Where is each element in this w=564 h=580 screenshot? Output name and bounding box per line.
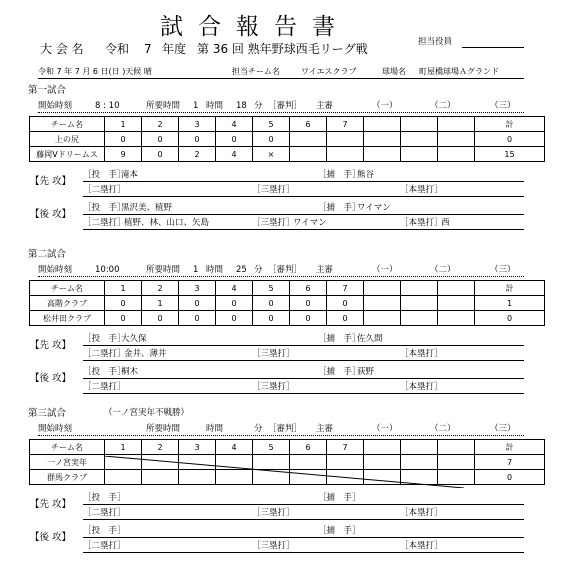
double-label: ［二塁打］ <box>83 349 126 359</box>
homer-label: ［本塁打］ <box>400 508 443 518</box>
umpire-2: （二） <box>430 265 456 275</box>
score-cell: 0 <box>253 132 290 147</box>
second-attack-label: 【後 攻】 <box>30 209 72 220</box>
forfeit-strike <box>104 456 464 488</box>
first-attack-label: 【先 攻】 <box>30 340 72 351</box>
pitcher-line <box>83 504 524 505</box>
triple-label: ［三塁打］ <box>252 185 295 195</box>
pitcher-line <box>83 378 524 379</box>
game-heading: 第三試合 <box>28 408 67 419</box>
start-label: 開始時刻 <box>38 424 73 434</box>
hits-line <box>83 393 524 394</box>
table-row <box>30 311 545 326</box>
pitcher-label: ［投 手］ <box>83 334 126 344</box>
total-cell: 7 <box>475 455 545 470</box>
score-cell <box>364 147 401 162</box>
pitcher-label: ［投 手］ <box>83 526 126 536</box>
inning-header: 1 <box>105 117 142 132</box>
inning-header: 5 <box>253 117 290 132</box>
umpire-label: ［審判］ <box>268 101 303 111</box>
inning-header: 2 <box>142 281 179 296</box>
ground-label: 球場名 <box>382 67 406 76</box>
triple-value: ワイマン <box>293 218 327 228</box>
total-cell: 0 <box>475 470 545 485</box>
pitcher-label: ［投 手］ <box>83 203 126 213</box>
umpire-2: （二） <box>430 101 456 111</box>
meeting-name-label: 大 会 名 <box>40 42 84 56</box>
double-label: ［二塁打］ <box>83 218 126 228</box>
inning-header: 7 <box>327 440 364 455</box>
score-cell <box>364 311 401 326</box>
team-name-cell: 高階クラブ <box>30 296 105 311</box>
supervisor-line <box>462 47 524 48</box>
pitcher-line <box>83 345 524 346</box>
score-cell: 9 <box>105 147 142 162</box>
duration-label: 所要時間 <box>146 265 181 275</box>
chief-umpire: 主審 <box>316 265 334 275</box>
umpire-3: （三） <box>490 424 516 434</box>
triple-label: ［三塁打］ <box>252 218 295 228</box>
score-cell <box>364 296 401 311</box>
inning-header <box>364 440 401 455</box>
catcher-value: ワイマン <box>357 203 391 213</box>
duration-label: 所要時間 <box>146 424 181 434</box>
score-cell: 4 <box>216 147 253 162</box>
start-dotline <box>38 276 524 277</box>
chief-umpire: 主審 <box>316 424 334 434</box>
second-attack-label: 【後 攻】 <box>30 532 72 543</box>
umpire-3: （三） <box>490 101 516 111</box>
double-label: ［二塁打］ <box>83 185 126 195</box>
hits-line <box>83 360 524 361</box>
hits-line <box>83 196 524 197</box>
double-label: ［二塁打］ <box>83 541 126 551</box>
inning-header <box>401 440 438 455</box>
inning-header: 2 <box>142 117 179 132</box>
triple-label: ［三塁打］ <box>252 541 295 551</box>
game-note: （一ノ宮実年不戦勝） <box>104 408 190 418</box>
inning-header <box>364 281 401 296</box>
duration-label: 所要時間 <box>146 101 181 111</box>
score-cell: 0 <box>142 147 179 162</box>
start-label: 開始時刻 <box>38 265 73 275</box>
inning-header <box>401 281 438 296</box>
score-cell: 0 <box>179 296 216 311</box>
team-label: 担当チーム名 <box>232 67 280 76</box>
hour-label: 時間 <box>206 101 224 111</box>
team-name-cell: 上の尻 <box>30 132 105 147</box>
game-heading: 第一試合 <box>28 85 67 96</box>
total-header: 計 <box>475 440 545 455</box>
inning-header <box>438 281 475 296</box>
inning-header: 4 <box>216 117 253 132</box>
inning-header: 7 <box>327 281 364 296</box>
score-cell: 0 <box>179 311 216 326</box>
score-cell: 0 <box>179 132 216 147</box>
score-cell <box>401 147 438 162</box>
minute-label: 分 <box>254 101 263 111</box>
pitcher-value: 黒沢美、植野 <box>121 203 173 213</box>
total-cell: 0 <box>475 311 545 326</box>
meeting-name: 第 36 回 熟年野球西毛リーグ戦 <box>197 42 368 56</box>
hits-line <box>83 519 524 520</box>
table-header-row <box>30 117 545 132</box>
meeting-era: 令和 <box>105 42 130 56</box>
team-name-cell: 藤岡Vドリームス <box>30 147 105 162</box>
inning-header: 1 <box>105 440 142 455</box>
meeting-year-unit: 年度 <box>162 42 187 56</box>
score-cell: 0 <box>216 296 253 311</box>
pitcher-line <box>83 537 524 538</box>
score-cell: 0 <box>253 296 290 311</box>
total-cell: 15 <box>475 147 545 162</box>
team-column-header: チーム名 <box>30 440 105 455</box>
duration-minutes: 25 <box>236 265 247 275</box>
score-cell: 0 <box>253 311 290 326</box>
catcher-value: 佐久間 <box>357 334 383 344</box>
team-column-header: チーム名 <box>30 117 105 132</box>
score-cell <box>327 147 364 162</box>
table-row <box>30 132 545 147</box>
hits-line <box>83 552 524 553</box>
catcher-label: ［捕 手］ <box>318 203 361 213</box>
score-cell <box>401 311 438 326</box>
duration-hours: 1 <box>193 101 199 111</box>
pitcher-label: ［投 手］ <box>83 170 126 180</box>
supervisor-label: 担当役員 <box>418 37 453 47</box>
score-cell: × <box>253 147 290 162</box>
inning-header: 6 <box>290 117 327 132</box>
pitcher-value: 滝本 <box>121 170 139 180</box>
ground-name: 町屋橋球場Ａグランド <box>419 67 499 76</box>
minute-label: 分 <box>254 265 263 275</box>
inning-header: 3 <box>179 281 216 296</box>
score-cell <box>290 132 327 147</box>
score-cell <box>327 132 364 147</box>
umpire-1: （一） <box>372 265 398 275</box>
start-dotline <box>38 112 524 113</box>
score-cell <box>290 147 327 162</box>
score-cell <box>401 132 438 147</box>
score-cell <box>438 132 475 147</box>
inning-header: 3 <box>179 117 216 132</box>
table-row <box>30 147 545 162</box>
triple-label: ［三塁打］ <box>252 382 295 392</box>
table-row <box>30 296 545 311</box>
inning-header: 6 <box>290 281 327 296</box>
score-cell: 0 <box>290 296 327 311</box>
score-cell <box>438 311 475 326</box>
hour-label: 時間 <box>206 265 224 275</box>
catcher-value: 熊谷 <box>357 170 375 180</box>
total-cell: 0 <box>475 132 545 147</box>
score-cell: 0 <box>216 132 253 147</box>
hits-line <box>83 229 524 230</box>
score-cell: 0 <box>105 311 142 326</box>
table-header-row <box>30 440 545 455</box>
minute-label: 分 <box>254 424 263 434</box>
start-time: 8 : 10 <box>95 101 120 111</box>
homer-value: 西 <box>441 218 450 228</box>
score-cell: 0 <box>142 311 179 326</box>
duration-minutes: 18 <box>236 101 247 111</box>
total-header: 計 <box>475 117 545 132</box>
umpire-label: ［審判］ <box>268 424 303 434</box>
score-cell: 0 <box>216 311 253 326</box>
score-cell <box>401 296 438 311</box>
umpire-3: （三） <box>490 265 516 275</box>
triple-label: ［三塁打］ <box>252 349 295 359</box>
inning-header <box>364 117 401 132</box>
catcher-label: ［捕 手］ <box>318 334 361 344</box>
pitcher-label: ［投 手］ <box>83 367 126 377</box>
start-dotline <box>38 435 524 436</box>
inning-header: 5 <box>253 281 290 296</box>
score-cell: 0 <box>327 311 364 326</box>
team-column-header: チーム名 <box>30 281 105 296</box>
score-cell: 0 <box>105 132 142 147</box>
inning-header: 5 <box>253 440 290 455</box>
umpire-label: ［審判］ <box>268 265 303 275</box>
table-header-row <box>30 281 545 296</box>
double-value: 植野、林、山口、矢島 <box>124 218 210 228</box>
score-cell: 0 <box>142 132 179 147</box>
catcher-label: ［捕 手］ <box>318 493 361 503</box>
team-name-cell: 一ノ宮実年 <box>30 455 105 470</box>
inning-header <box>438 117 475 132</box>
second-attack-label: 【後 攻】 <box>30 373 72 384</box>
double-value: 金井、薄井 <box>124 349 167 359</box>
umpire-1: （一） <box>372 101 398 111</box>
inning-header: 1 <box>105 281 142 296</box>
start-label: 開始時刻 <box>38 101 73 111</box>
inning-header: 2 <box>142 440 179 455</box>
chief-umpire: 主審 <box>316 101 334 111</box>
catcher-label: ［捕 手］ <box>318 526 361 536</box>
score-cell: 2 <box>179 147 216 162</box>
duration-hours: 1 <box>193 265 199 275</box>
homer-label: ［本塁打］ <box>400 218 443 228</box>
inning-header: 3 <box>179 440 216 455</box>
game-heading: 第二試合 <box>28 249 67 260</box>
info-underline <box>38 78 524 79</box>
first-attack-label: 【先 攻】 <box>30 499 72 510</box>
score-cell: 0 <box>105 296 142 311</box>
score-cell: 0 <box>290 311 327 326</box>
homer-label: ［本塁打］ <box>400 349 443 359</box>
pitcher-value: 桐木 <box>121 367 139 377</box>
inning-header <box>401 117 438 132</box>
score-cell <box>438 296 475 311</box>
double-label: ［二塁打］ <box>83 382 126 392</box>
meeting-year: 7 <box>144 42 152 56</box>
umpire-2: （二） <box>430 424 456 434</box>
team-name-cell: 松井田クラブ <box>30 311 105 326</box>
pitcher-line <box>83 214 524 215</box>
score-cell <box>438 147 475 162</box>
first-attack-label: 【先 攻】 <box>30 176 72 187</box>
score-cell: 1 <box>142 296 179 311</box>
catcher-label: ［捕 手］ <box>318 367 361 377</box>
total-cell: 1 <box>475 296 545 311</box>
scoreboard-table <box>29 116 545 162</box>
inning-header: 4 <box>216 440 253 455</box>
inning-header: 4 <box>216 281 253 296</box>
score-cell: 0 <box>327 296 364 311</box>
report-title: 試合報告書 <box>160 14 350 40</box>
team-name-cell: 群馬クラブ <box>30 470 105 485</box>
catcher-value: 荻野 <box>357 367 375 377</box>
start-time: 10:00 <box>95 265 120 275</box>
hour-label: 時間 <box>206 424 224 434</box>
team-name: ワイエスクラブ <box>301 67 357 76</box>
inning-header: 6 <box>290 440 327 455</box>
pitcher-value: 大久保 <box>121 334 147 344</box>
total-header: 計 <box>475 281 545 296</box>
inning-header: 7 <box>327 117 364 132</box>
date-weather: 令和 7 年 7 月 6 日(日 )天候 晴 <box>38 67 152 76</box>
scoreboard-table <box>29 280 545 326</box>
score-cell <box>364 132 401 147</box>
pitcher-line <box>83 181 524 182</box>
triple-label: ［三塁打］ <box>252 508 295 518</box>
double-label: ［二塁打］ <box>83 508 126 518</box>
umpire-1: （一） <box>372 424 398 434</box>
homer-label: ［本塁打］ <box>400 382 443 392</box>
inning-header <box>438 440 475 455</box>
homer-label: ［本塁打］ <box>400 541 443 551</box>
pitcher-label: ［投 手］ <box>83 493 126 503</box>
homer-label: ［本塁打］ <box>400 185 443 195</box>
catcher-label: ［捕 手］ <box>318 170 361 180</box>
